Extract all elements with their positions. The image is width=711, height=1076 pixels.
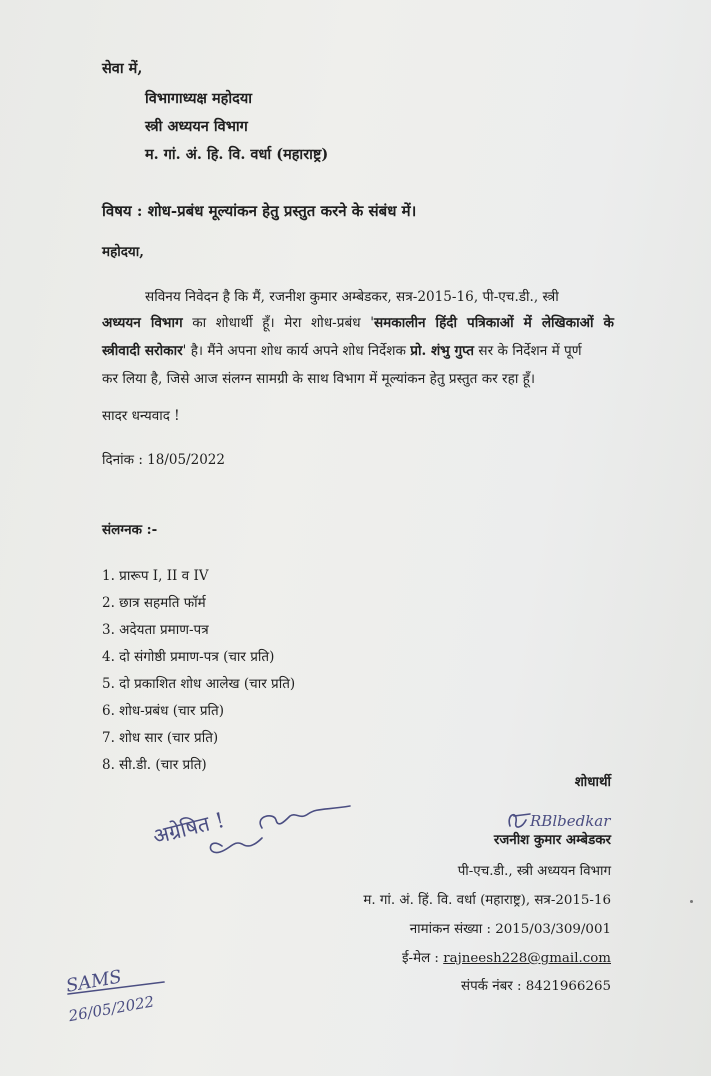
- stamp-initials: SAMS: [64, 966, 124, 997]
- enclosure-item: 3. अदेयता प्रमाण-पत्र: [102, 622, 209, 638]
- recipient-department: स्त्री अध्ययन विभाग: [145, 118, 248, 135]
- stamp-date: 26/05/2022: [67, 992, 156, 1026]
- email-line: [402, 948, 611, 966]
- recipient-title: विभागाध्यक्ष महोदया: [145, 90, 252, 107]
- body-text: सविनय निवेदन है कि मैं, रजनीश कुमार अम्बेडकर, सत्र-2015-16, पी-एच.डी., स्त्री: [145, 289, 559, 305]
- enclosure-item: 5. दो प्रकाशित शोध आलेख (चार प्रति): [102, 676, 296, 692]
- enclosure-item: 7. शोध सार (चार प्रति): [102, 730, 219, 746]
- supervisor-name: प्रो. शंभु गुप्त: [410, 343, 475, 359]
- paper-mark: [690, 900, 693, 903]
- phone-number: संपर्क नंबर : 8421966265: [461, 979, 611, 994]
- enclosure-item: 8. सी.डी. (चार प्रति): [102, 757, 207, 773]
- signatory-title: शोधार्थी: [574, 774, 611, 790]
- forwarded-note: अग्रेषित !: [150, 807, 227, 849]
- email-address: rajneesh228@gmail.com: [443, 951, 611, 966]
- date: दिनांक : 18/05/2022: [102, 452, 225, 468]
- thanks: सादर धन्यवाद !: [102, 408, 180, 424]
- subject-line: विषय : शोध-प्रबंध मूल्यांकन हेतु प्रस्तुत करने के संबंध में।: [102, 202, 417, 220]
- signature-scribble: RBlbedkar: [530, 812, 611, 830]
- signatory-university: म. गां. अं. हिं. वि. वर्धा (महाराष्ट्र), सत्र-2015-16: [363, 893, 611, 908]
- signatory-program: पी-एच.डी., स्त्री अध्ययन विभाग: [457, 864, 611, 879]
- body-text: का शोधार्थी हूँ। मेरा शोध-प्रबंध ': [182, 315, 374, 331]
- greeting: महोदया,: [102, 244, 144, 260]
- body-line-2: [102, 312, 614, 331]
- enclosure-item: 4. दो संगोष्ठी प्रमाण-पत्र (चार प्रति): [102, 649, 275, 665]
- receipt-initials-stamp: [60, 962, 190, 1026]
- thesis-title-part-1: समकालीन हिंदी पत्रिकाओं में लेखिकाओं के: [373, 315, 614, 331]
- body-text: सर के निर्देशन में पूर्ण: [474, 343, 582, 359]
- thesis-title-part-2: स्त्रीवादी सरोकार: [102, 343, 183, 359]
- body-line-1: [145, 286, 614, 305]
- body-line-3: [102, 340, 614, 359]
- enrollment-number: नामांकन संख्या : 2015/03/309/001: [409, 922, 611, 937]
- enclosure-item: 2. छात्र सहमति फॉर्म: [102, 595, 206, 611]
- body-line-4: [102, 368, 614, 387]
- forwarding-annotation: [150, 786, 360, 866]
- body-text: ' है। मैंने अपना शोध कार्य अपने शोध निर्देशक: [182, 343, 411, 359]
- email-label: ई-मेल :: [401, 951, 444, 966]
- body-bold-department: अध्ययन विभाग: [102, 315, 183, 331]
- enclosures-heading: संलग्नक :-: [102, 522, 158, 538]
- recipient-university: म. गां. अं. हि. वि. वर्धा (महाराष्ट्र): [145, 146, 329, 163]
- salutation-to: सेवा में,: [102, 60, 143, 77]
- enclosure-item: 1. प्रारूप I, II व IV: [102, 568, 209, 584]
- signatory-name: रजनीश कुमार अम्बेडकर: [493, 832, 611, 848]
- enclosure-item: 6. शोध-प्रबंध (चार प्रति): [102, 703, 224, 719]
- body-text: कर लिया है, जिसे आज संलग्न सामग्री के साथ विभाग में मूल्यांकन हेतु प्रस्तुत कर रहा हूँ।: [102, 371, 536, 387]
